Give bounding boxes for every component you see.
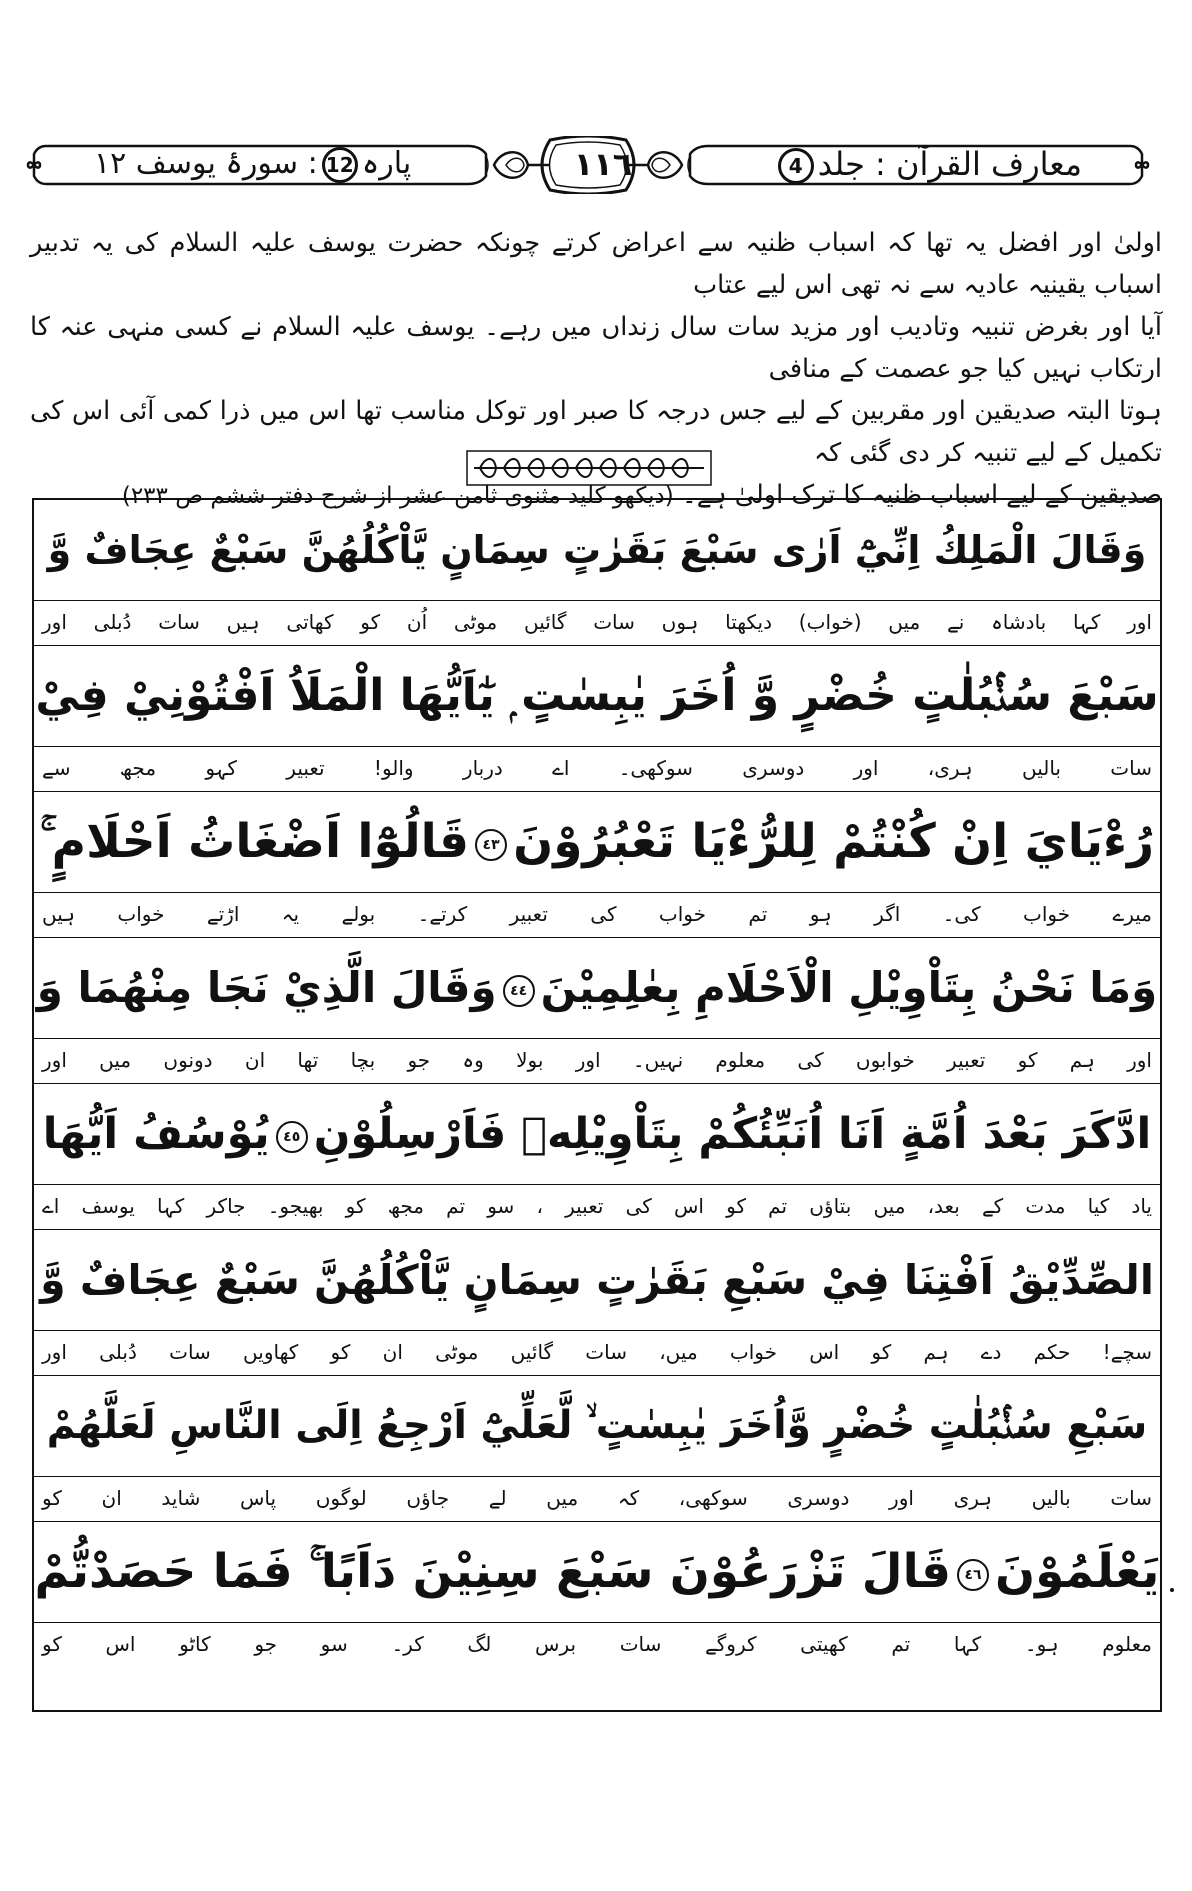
arabic-verse-line: يَعْلَمُوْنَ٤٦قَالَ تَزْرَعُوْنَ سَبْعَ سِنِيْنَ دَاَبًا ۚ فَمَا حَصَدْتُّمْ bbox=[34, 1544, 1160, 1599]
translation-line: میرے خواب کی۔ اگر ہو تم خواب کی تعبیر کرتے۔ بولے یہ اڑتے خواب ہیں bbox=[34, 892, 1160, 938]
intro-line: صدیقین کے لیے اسباب ظنیہ کا ترک اولیٰ ہے۔ (دیکھو کلید مثنوی ثامن عشر از شرح دفتر ششم ص ۲۳۳) bbox=[121, 480, 1162, 510]
intro-line: آیا اور بغرض تنبیہ وتادیب اور مزید سات سال زنداں میں رہے۔ یوسف علیہ السلام نے کسی منہی عنہ کا ارتکاب نہیں کیا جو عصمت کے منافی bbox=[30, 312, 1162, 384]
page-header bbox=[24, 136, 1152, 194]
page-number: ١١٦ bbox=[573, 145, 633, 183]
translation-line: سات بالیں ہری، اور دوسری سوکھی۔ اے دربار والو! تعبیر کہو مجھ سے bbox=[34, 746, 1160, 792]
arabic-verse-line: سَبْعِ سُنْۢبُلٰتٍ خُضْرٍ وَّاُخَرَ يٰبِسٰتٍ ۙ لَّعَلِّيْٓ اَرْجِعُ اِلَى النَّاسِ لَعَلَّهُمْ bbox=[46, 1403, 1148, 1448]
arabic-verse-line: وَقَالَ الْمَلِكُ اِنِّيْٓ اَرٰى سَبْعَ بَقَرٰتٍ سِمَانٍ يَّاْكُلُهُنَّ سَبْعٌ عِجَافٌ وَّ bbox=[47, 528, 1147, 572]
para-number-badge: 12 bbox=[322, 147, 358, 183]
volume-number-badge: 4 bbox=[778, 148, 814, 184]
arabic-verse-line: الصِّدِّيْقُ اَفْتِنَا فِيْ سَبْعِ بَقَرٰتٍ سِمَانٍ يَّاْكُلُهُنَّ سَبْعٌ عِجَافٌ وَّ bbox=[40, 1256, 1154, 1304]
translation-line: سچے! حکم دے ہم کو اس خواب میں، سات گائیں موٹی ان کو کھاویں سات دُبلی اور bbox=[34, 1330, 1160, 1376]
intro-line: ہوتا البتہ صدیقین اور مقربین کے لیے جس درجہ کا صبر اور توکل مناسب تھا اس میں ذرا کمی آئی اس کی تکمیل کے لیے تنبیہ کر دی گئی کہ bbox=[30, 396, 1162, 468]
arabic-verse-line: سَبْعَ سُنْۢبُلٰتٍ خُضْرٍ وَّ اُخَرَ يٰبِسٰتٍ ۭ يٰٓاَيُّهَا الْمَلَاُ اَفْتُوْنِيْ فِيْ bbox=[35, 670, 1159, 721]
translation-line: یاد کیا مدت کے بعد، میں بتاؤں تم کو اس کی تعبیر ، سو تم مجھ کو بھیجو۔ جاکر کہا یوسف اے bbox=[34, 1184, 1160, 1230]
verse-number-marker: ٤٤ bbox=[503, 975, 535, 1007]
margin-dot bbox=[1170, 1588, 1174, 1592]
translation-line: اور کہا بادشاہ نے میں (خواب) دیکھتا ہوں سات گائیں موٹی اُن کو کھاتی ہیں سات دُبلی اور bbox=[34, 600, 1160, 646]
translation-line: سات بالیں ہری اور دوسری سوکھی، کہ میں لے جاؤں لوگوں پاس شاید ان کو bbox=[34, 1476, 1160, 1522]
translation-line: اور ہم کو تعبیر خوابوں کی معلوم نہیں۔ اور بولا وہ جو بچا تھا ان دونوں میں اور bbox=[34, 1038, 1160, 1084]
translation-line: معلوم ہو۔ کہا تم کھیتی کروگے سات برس لگ کر۔ سو جو کاٹو اس کو bbox=[34, 1622, 1160, 1668]
divider-ornament-icon bbox=[466, 450, 712, 486]
verse-number-marker: ٤٣ bbox=[475, 829, 507, 861]
verse-number-marker: ٤٦ bbox=[957, 1559, 989, 1591]
book-title: معارف القرآن : جلد4 bbox=[774, 144, 1082, 184]
arabic-verse-line: ادَّكَرَ بَعْدَ اُمَّةٍ اَنَا اُنَبِّئُكُمْ بِتَاْوِيْلِهٖ فَاَرْسِلُوْنِ٤٥يُوْسُفُ اَيُّهَا bbox=[42, 1109, 1152, 1159]
arabic-verse-line: وَمَا نَحْنُ بِتَاْوِيْلِ الْاَحْلَامِ بِعٰلِمِيْنَ٤٤وَقَالَ الَّذِيْ نَجَا مِنْهُمَا وَ bbox=[36, 963, 1158, 1012]
intro-line: اولیٰ اور افضل یہ تھا کہ اسباب ظنیہ سے اعراض کرتے چونکہ حضرت یوسف علیہ السلام کی یہ تدبیر اسباب یقینیہ عادیہ سے نہ تھی اس لیے عتاب bbox=[30, 228, 1162, 300]
verses-box bbox=[32, 498, 1162, 1712]
intro-reference: (دیکھو کلید مثنوی ثامن عشر از شرح دفتر ششم ص ۲۳۳) bbox=[121, 483, 674, 509]
verse-number-marker: ٤٥ bbox=[276, 1121, 308, 1153]
arabic-verse-line: رُءْيَايَ اِنْ كُنْتُمْ لِلرُّءْيَا تَعْبُرُوْنَ٤٣قَالُوْٓا اَضْغَاثُ اَحْلَامٍ ۚ bbox=[39, 814, 1155, 869]
para-surah-label: پارہ12: سورۂ یوسف ١٢ bbox=[94, 146, 412, 181]
